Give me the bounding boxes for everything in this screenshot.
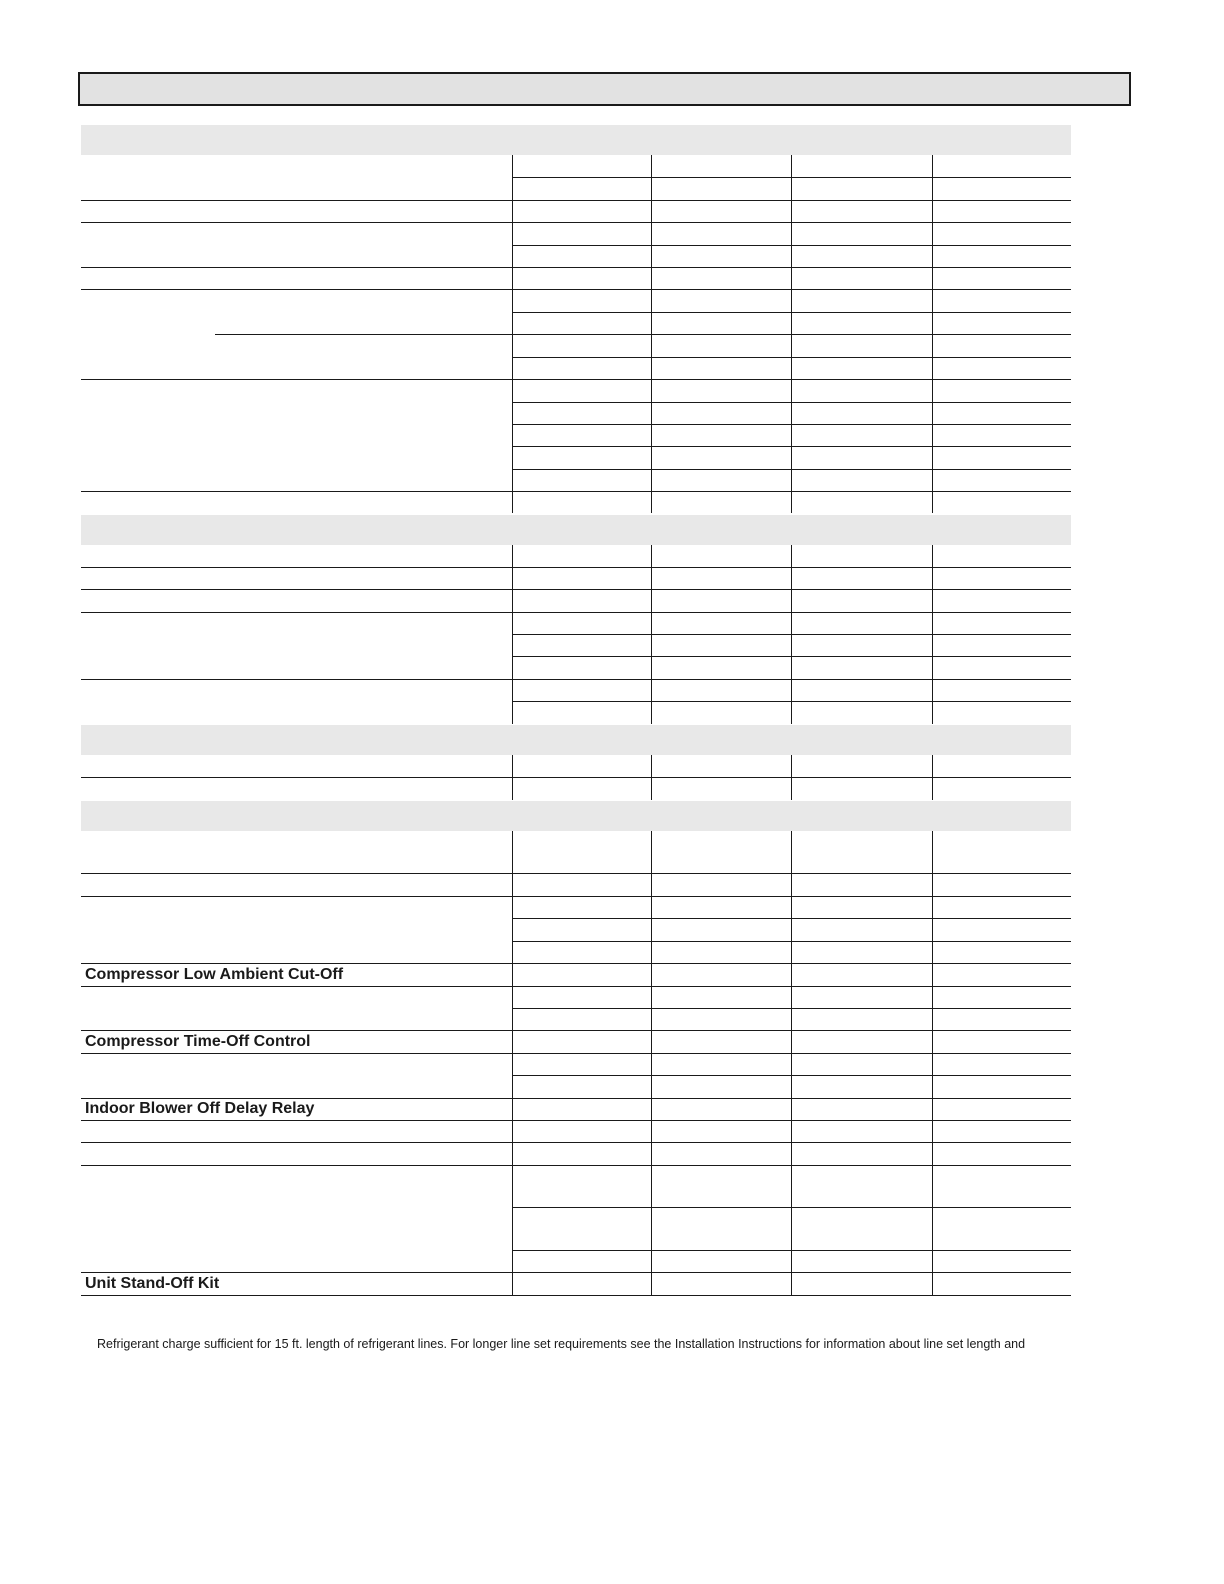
row-divider [512,1008,1071,1009]
section-band [81,125,1071,155]
row-label-unit-stand-off-kit: Unit Stand-Off Kit [85,1275,220,1292]
row-divider [81,1120,1071,1121]
row-divider [512,424,1071,425]
row-label-indoor-blower-off-delay-relay: Indoor Blower Off Delay Relay [85,1100,315,1117]
section-band [81,515,1071,545]
row-divider [512,1075,1071,1076]
row-label-compressor-low-ambient-cut-off: Compressor Low Ambient Cut-Off [85,966,344,983]
section-band [81,801,1071,831]
refrigerant-footnote: Refrigerant charge sufficient for 15 ft. length of refrigerant lines. For longer line set requirements see the Installation Instructions for information about line set length and [97,1337,1026,1351]
row-divider [81,1165,1071,1166]
row-divider [512,1207,1071,1208]
row-divider [81,1142,1071,1143]
row-divider [81,873,1071,874]
row-divider [81,289,1071,290]
row-divider [512,312,1071,313]
row-divider [81,589,1071,590]
row-divider [81,1272,1071,1273]
page-header-bar [78,72,1131,106]
row-divider [512,402,1071,403]
row-divider [512,1250,1071,1251]
row-divider [512,469,1071,470]
row-divider [215,334,1071,335]
row-divider [81,1030,1071,1031]
row-divider [81,200,1071,201]
row-divider [81,491,1071,492]
row-divider [81,567,1071,568]
row-divider [81,679,1071,680]
row-divider [81,777,1071,778]
row-label-compressor-time-off-control: Compressor Time-Off Control [85,1033,311,1050]
row-divider [512,245,1071,246]
row-divider [512,656,1071,657]
column-divider [651,831,652,1296]
row-divider [81,267,1071,268]
row-divider [81,896,1071,897]
row-divider [81,222,1071,223]
row-divider [512,634,1071,635]
row-divider [512,701,1071,702]
row-divider [81,963,1071,964]
row-divider [512,941,1071,942]
column-divider [791,831,792,1296]
row-divider [81,379,1071,380]
row-divider [512,357,1071,358]
row-divider [81,612,1071,613]
row-divider [81,1053,1071,1054]
section-band [81,725,1071,755]
column-divider [512,831,513,1296]
column-divider [932,831,933,1296]
row-divider [512,918,1071,919]
row-divider [512,177,1071,178]
row-divider [81,986,1071,987]
row-divider [81,1295,1071,1296]
row-divider [512,446,1071,447]
